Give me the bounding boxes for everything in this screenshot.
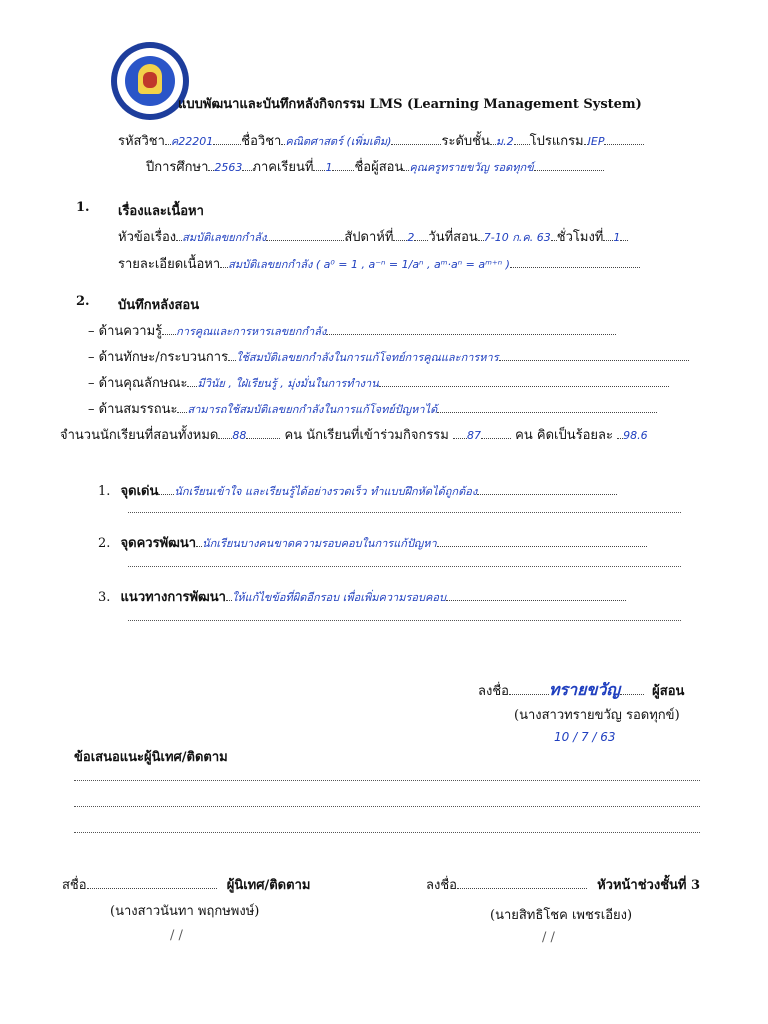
reflect-item xyxy=(98,532,647,553)
program-label: โปรแกรม xyxy=(529,134,584,149)
head-signature-row xyxy=(426,874,700,895)
students-label: จำนวนนักเรียนที่สอนทั้งหมด xyxy=(60,428,219,443)
record-label: ด้านคุณลักษณะ xyxy=(98,376,188,391)
record-label: ด้านสมรรถนะ xyxy=(98,402,178,417)
supervisor-date: / / xyxy=(170,928,183,943)
year-value: 2563 xyxy=(214,161,243,174)
record-label: ด้านความรู้ xyxy=(98,324,163,339)
supervision-title: ข้อเสนอแนะผู้นิเทศ/ติดตาม xyxy=(74,750,228,765)
teacher-date: 10 / 7 / 63 xyxy=(554,730,616,744)
week-value: 2 xyxy=(407,231,415,244)
detail-value: สมบัติเลขยกกำลัง ( a⁰ = 1 , a⁻ⁿ = 1/aⁿ , aᵐ·aⁿ = aᵐ⁺ⁿ ) xyxy=(228,258,510,271)
reflect-number: 1. xyxy=(98,484,111,499)
section-1-number: 1. xyxy=(76,200,90,215)
section-1-title: เรื่องและเนื้อหา xyxy=(118,204,204,219)
blank-line xyxy=(128,512,681,513)
student-count-row xyxy=(60,424,648,445)
supervisor-role: ผู้นิเทศ/ติดตาม xyxy=(226,878,311,893)
term-label: ภาคเรียนที่ xyxy=(252,160,314,175)
reflect-label: แนวทางการพัฒนา xyxy=(120,590,226,605)
hour-label: ชั่วโมงที่ xyxy=(556,230,604,245)
head-sign-label: ลงชื่อ xyxy=(426,878,457,893)
blank-line xyxy=(128,566,681,567)
section-2-number: 2. xyxy=(76,294,90,309)
head-date: / / xyxy=(542,930,555,945)
reflect-item xyxy=(98,480,617,501)
record-item: – ด้านทักษะ/กระบวนการ ใช้สมบัติเลขยกกำลังในการแก้โจทย์การคูณและการหาร xyxy=(88,346,689,367)
detail-row xyxy=(118,253,640,274)
record-value: ใช้สมบัติเลขยกกำลังในการแก้โจทย์การคูณและการหาร xyxy=(236,351,499,364)
teacher-signature-row xyxy=(478,678,684,703)
blank-line xyxy=(74,832,700,833)
reflect-number: 2. xyxy=(98,536,111,551)
sign-label: ลงชื่อ xyxy=(478,684,509,699)
date-label: วันที่สอน xyxy=(428,230,478,245)
teacher-role: ผู้สอน xyxy=(652,684,685,699)
joined-value: 87 xyxy=(467,429,482,442)
percent-value: 98.6 xyxy=(623,429,648,442)
code-label: รหัสวิชา xyxy=(118,134,165,149)
year-label: ปีการศึกษา xyxy=(146,160,209,175)
record-item: – ด้านสมรรถนะ สามารถใช้สมบัติเลขยกกำลังในการแก้โจทย์ปัญหาได้ xyxy=(88,398,657,419)
code-value: ค22201 xyxy=(170,135,214,148)
head-role: หัวหน้าช่วงชั้นที่ 3 xyxy=(597,878,701,893)
supervisor-name: (นางสาวนันทา พฤกษพงษ์) xyxy=(110,904,260,919)
students-value: 88 xyxy=(232,429,247,442)
topic-label: หัวข้อเรื่อง xyxy=(118,230,177,245)
blank-line xyxy=(128,620,681,621)
blank-line xyxy=(74,806,700,807)
record-value: มีวินัย , ใฝ่เรียนรู้ , มุ่งมั่นในการทำงาน xyxy=(197,377,379,390)
record-label: ด้านทักษะ/กระบวนการ xyxy=(98,350,229,365)
hour-value: 1 xyxy=(613,231,621,244)
name-label: ชื่อวิชา xyxy=(241,134,282,149)
supervisor-sign-label: สชื่อ xyxy=(62,878,87,893)
week-label: สัปดาห์ที่ xyxy=(344,230,394,245)
topic-row xyxy=(118,226,628,247)
date-value: 7-10 ก.ค. 63 xyxy=(483,231,551,244)
teacher-value: คุณครูทรายขวัญ รอดทุกข์ xyxy=(409,161,534,174)
reflect-number: 3. xyxy=(98,590,111,605)
supervisor-signature-row xyxy=(62,874,310,895)
topic-value: สมบัติเลขยกกำลัง xyxy=(182,231,267,244)
head-name: (นายสิทธิโชค เพชรเอียง) xyxy=(490,908,633,923)
reflect-label: จุดควรพัฒนา xyxy=(120,536,197,551)
reflect-item xyxy=(98,586,626,607)
level-label: ระดับชั้น xyxy=(441,134,490,149)
teacher-label: ชื่อผู้สอน xyxy=(354,160,404,175)
reflect-value: นักเรียนบางคนขาดความรอบคอบในการแก้ปัญหา xyxy=(202,537,437,550)
record-item: – ด้านคุณลักษณะ มีวินัย , ใฝ่เรียนรู้ , มุ่งมั่นในการทำงาน xyxy=(88,372,669,393)
term-value: 1 xyxy=(325,161,333,174)
record-item: – ด้านความรู้ การคูณและการหารเลขยกกำลัง xyxy=(88,320,616,341)
record-value: การคูณและการหารเลขยกกำลัง xyxy=(176,325,327,338)
percent-label: คน คิดเป็นร้อยละ xyxy=(515,428,613,443)
program-value: IEP xyxy=(587,135,605,148)
reflect-label: จุดเด่น xyxy=(120,484,159,499)
teacher-name: (นางสาวทรายขวัญ รอดทุกข์) xyxy=(514,708,680,723)
document-title: แบบพัฒนาและบันทึกหลังกิจกรรม LMS (Learning Management System) xyxy=(178,97,642,112)
section-2-title: บันทึกหลังสอน xyxy=(118,298,200,313)
joined-label: คน นักเรียนที่เข้าร่วมกิจกรรม xyxy=(284,428,449,443)
name-value: คณิตศาสตร์ (เพิ่มเติม) xyxy=(285,135,392,148)
teacher-signature: ทรายขวัญ xyxy=(548,680,621,699)
reflect-value: นักเรียนเข้าใจ และเรียนรู้ได้อย่างรวดเร็ว ทำแบบฝึกหัดได้ถูกต้อง xyxy=(174,485,478,498)
course-info-row-1 xyxy=(118,130,644,151)
level-value: ม.2 xyxy=(495,135,514,148)
detail-label: รายละเอียดเนื้อหา xyxy=(118,257,221,272)
reflect-value: ให้แก้ไขข้อที่ผิดอีกรอบ เพื่อเพิ่มความรอบคอบ xyxy=(231,591,446,604)
blank-line xyxy=(74,780,700,781)
record-value: สามารถใช้สมบัติเลขยกกำลังในการแก้โจทย์ปัญหาได้ xyxy=(187,403,438,416)
course-info-row-2 xyxy=(146,156,604,177)
